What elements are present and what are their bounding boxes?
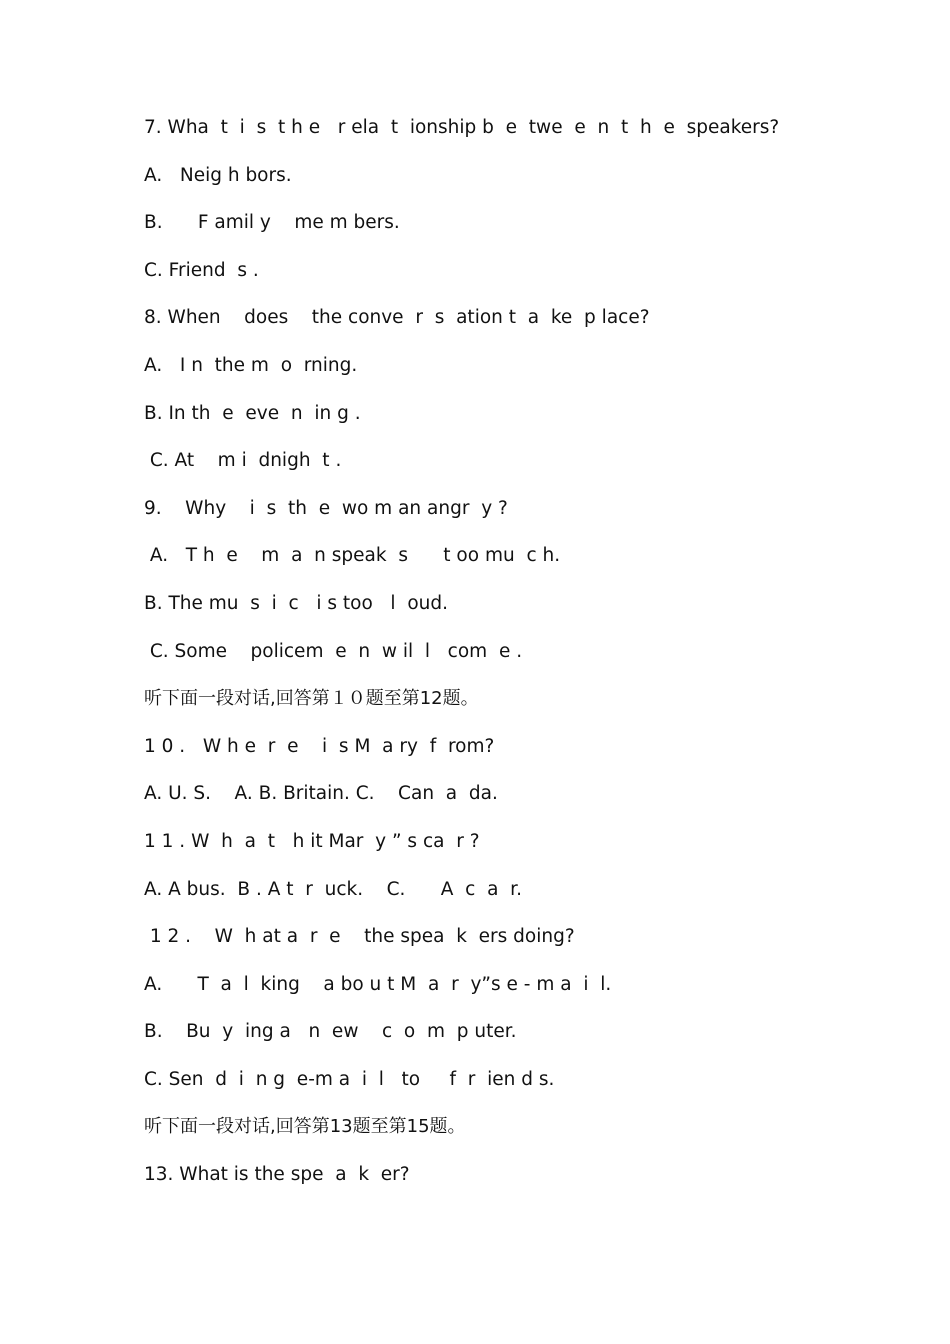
question-10: 1 0 . W h e r e i s M a ry f rom?: [144, 735, 495, 757]
question-13: 13. What is the spe a k er?: [144, 1164, 410, 1186]
question-8-option-b: B. In th e eve n in g .: [144, 402, 361, 424]
question-12-option-b: B. Bu y ing a n ew c o m p uter.: [144, 1021, 517, 1043]
question-12-option-c: C. Sen d i n g e-m a i l to f r ien d s.: [144, 1068, 555, 1090]
question-7-option-a: A. Neig h bors.: [144, 164, 292, 186]
question-8: 8. When does the conve r s ation t a ke p lace?: [144, 307, 650, 329]
question-10-options: A. U. S. A. B. Britain. C. Can a da.: [144, 783, 498, 805]
question-8-option-c: C. At m i dnigh t .: [144, 450, 342, 472]
question-7: 7. Wha t i s t h e r ela t ionship b e twe e n t h e speakers?: [144, 117, 780, 138]
question-12: 1 2 . W h at a r e the spea k ers doing?: [144, 926, 575, 948]
question-9-option-a: A. T h e m a n speak s t oo mu c h.: [144, 545, 561, 567]
section-instruction: 听下面一段对话,回答第13题至第15题。: [144, 1116, 466, 1138]
question-8-option-a: A. I n the m o rning.: [144, 354, 358, 376]
section-instruction: 听下面一段对话,回答第１０题至第12题。: [144, 688, 479, 710]
question-7-option-c: C. Friend s .: [144, 259, 259, 281]
question-9-option-c: C. Some policem e n w il l com e .: [144, 640, 523, 662]
question-12-option-a: A. T a l king a bo u t M a r y”s e - m a i l.: [144, 973, 612, 995]
question-11-options: A. A bus. B . A t r uck. C. A c a r.: [144, 878, 522, 900]
question-9: 9. Why i s th e wo m an angr y ?: [144, 497, 508, 519]
question-11: 1 1 . W h a t h it Mar y ” s ca r ?: [144, 830, 480, 852]
question-text-block: [144, 113, 844, 1208]
question-9-option-b: B. The mu s i c i s too l oud.: [144, 592, 449, 614]
question-7-option-b: B. F amil y me m bers.: [144, 212, 400, 234]
